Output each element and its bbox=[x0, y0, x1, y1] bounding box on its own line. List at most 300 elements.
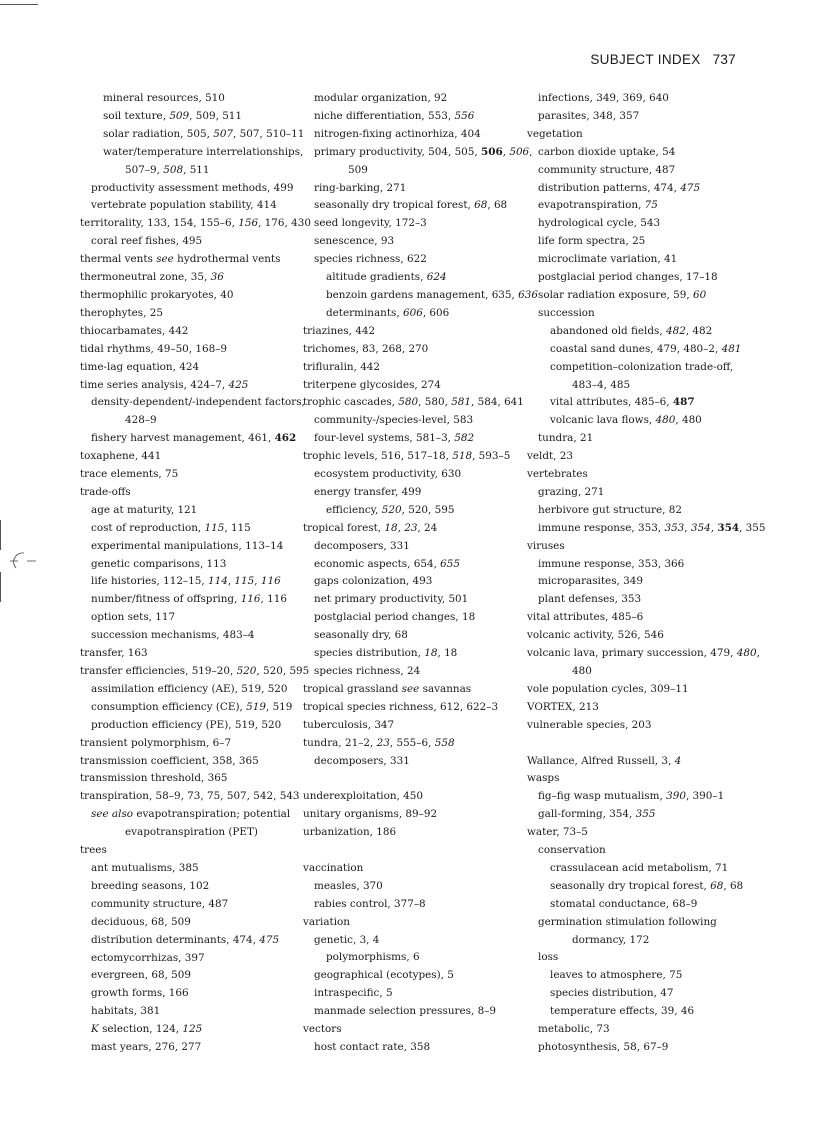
entry-text: 116 bbox=[240, 593, 261, 606]
index-entry bbox=[303, 663, 538, 681]
entry-text: modular organization, 92 bbox=[314, 92, 448, 104]
entry-text: , 520, 595 bbox=[401, 503, 455, 516]
index-entry bbox=[303, 985, 538, 1003]
entry-text: crassulacean acid metabolism, 71 bbox=[550, 861, 729, 874]
index-entry bbox=[303, 645, 538, 663]
index-entry bbox=[527, 538, 766, 556]
index-entry bbox=[80, 108, 311, 126]
entry-text: herbivore gut structure, 82 bbox=[538, 503, 682, 516]
entry-text: rabies control, 377–8 bbox=[314, 897, 426, 910]
index-entry bbox=[527, 305, 766, 323]
index-entry bbox=[303, 180, 538, 198]
crop-mark-left-lower bbox=[0, 572, 1, 602]
entry-text: , bbox=[684, 521, 691, 534]
entry-text: 606 bbox=[402, 306, 423, 319]
entry-text: 425 bbox=[228, 378, 249, 391]
index-entry bbox=[80, 627, 311, 645]
entry-text: 636 bbox=[518, 288, 538, 301]
entry-text: experimental manipulations, 113–14 bbox=[91, 539, 284, 552]
entry-text: volcanic activity, 526, 546 bbox=[527, 629, 664, 642]
entry-text: thiocarbamates, 442 bbox=[80, 324, 189, 337]
index-entry bbox=[80, 466, 311, 484]
index-entry bbox=[527, 502, 766, 520]
entry-text: fishery harvest management, 461, bbox=[91, 432, 275, 445]
entry-text: fig–fig wasp mutualism, bbox=[538, 790, 667, 803]
entry-text: germination stimulation following bbox=[538, 915, 717, 928]
entry-text: tidal rhythms, 49–50, 168–9 bbox=[80, 342, 228, 355]
index-entry bbox=[80, 556, 311, 574]
entry-text: gall-forming, 354, bbox=[538, 808, 636, 821]
entry-text: age at maturity, 121 bbox=[91, 503, 198, 516]
entry-text: microclimate variation, 41 bbox=[538, 253, 678, 266]
entry-text: consumption efficiency (CE), bbox=[91, 700, 247, 713]
entry-text: species distribution, bbox=[314, 647, 425, 660]
index-entry bbox=[527, 609, 766, 627]
entry-text: parasites, 348, 357 bbox=[538, 109, 640, 122]
entry-text: ring-barking, 271 bbox=[314, 181, 407, 194]
entry-text: postglacial period changes, 18 bbox=[314, 611, 476, 624]
entry-text: vole population cycles, 309–11 bbox=[527, 682, 689, 695]
index-entry bbox=[527, 824, 766, 842]
entry-text: deciduous, 68, 509 bbox=[91, 915, 191, 928]
entry-text: vegetation bbox=[527, 127, 583, 140]
entry-text: triterpene glycosides, 274 bbox=[303, 378, 441, 391]
index-entry bbox=[303, 914, 538, 932]
entry-text: 507 bbox=[213, 127, 234, 140]
entry-text: vertebrates bbox=[527, 468, 588, 481]
index-entry bbox=[80, 717, 311, 735]
index-entry bbox=[527, 287, 766, 305]
entry-text: 462 bbox=[274, 432, 297, 445]
index-entry bbox=[80, 162, 311, 180]
entry-text: altitude gradients, bbox=[326, 271, 427, 284]
index-entry bbox=[80, 735, 311, 753]
index-entry bbox=[303, 591, 538, 609]
entry-text: density-dependent/-independent factors, bbox=[91, 396, 305, 409]
entry-text: tundra, 21 bbox=[538, 432, 594, 445]
entry-text: vertebrate population stability, 414 bbox=[91, 199, 277, 212]
index-entry bbox=[527, 770, 766, 788]
index-entry bbox=[303, 323, 538, 341]
entry-text: seed longevity, 172–3 bbox=[314, 217, 427, 230]
entry-text: gaps colonization, 493 bbox=[314, 575, 433, 588]
index-entry bbox=[80, 448, 311, 466]
entry-text: transmission threshold, 365 bbox=[80, 772, 228, 785]
entry-text: determinants, bbox=[326, 306, 403, 319]
section-title: SUBJECT INDEX bbox=[590, 52, 701, 67]
entry-text: 115 bbox=[234, 575, 255, 588]
entry-text: plant defenses, 353 bbox=[538, 593, 642, 606]
entry-text: 509 bbox=[348, 163, 368, 176]
entry-text: economic aspects, 654, bbox=[314, 557, 441, 570]
index-entry bbox=[527, 645, 766, 663]
entry-text: energy transfer, 499 bbox=[314, 485, 422, 498]
index-entry bbox=[303, 484, 538, 502]
entry-text: , 507, 510–11 bbox=[233, 127, 305, 140]
index-entry bbox=[80, 180, 311, 198]
index-entry bbox=[527, 412, 766, 430]
entry-text: succession mechanisms, 483–4 bbox=[91, 629, 255, 642]
index-entry bbox=[303, 162, 538, 180]
crop-mark-top-left bbox=[0, 4, 38, 5]
index-entry bbox=[303, 197, 538, 215]
index-column-1 bbox=[80, 90, 311, 1057]
entry-text: 354 bbox=[717, 521, 740, 534]
index-entry bbox=[527, 377, 766, 395]
index-entry bbox=[80, 806, 311, 824]
entry-text: 353 bbox=[664, 521, 685, 534]
index-entry bbox=[80, 1039, 311, 1057]
entry-text: trifluralin, 442 bbox=[303, 360, 381, 373]
entry-text: host contact rate, 358 bbox=[314, 1041, 431, 1053]
entry-text: , bbox=[710, 521, 718, 534]
entry-text: distribution patterns, 474, bbox=[538, 181, 681, 194]
index-entry bbox=[80, 341, 311, 359]
index-entry bbox=[80, 985, 311, 1003]
entry-text: tropical forest, bbox=[303, 521, 385, 534]
entry-text: trade-offs bbox=[80, 485, 131, 498]
entry-text: habitats, 381 bbox=[91, 1005, 161, 1018]
index-entry bbox=[303, 556, 538, 574]
entry-text: vital attributes, 485–6 bbox=[527, 611, 644, 624]
index-entry bbox=[527, 448, 766, 466]
index-entry bbox=[527, 484, 766, 502]
index-entry bbox=[80, 609, 311, 627]
page-number: 737 bbox=[712, 52, 736, 67]
index-entry bbox=[80, 394, 311, 412]
entry-text: life form spectra, 25 bbox=[538, 235, 646, 248]
index-entry bbox=[527, 842, 766, 860]
entry-text: primary productivity, 504, 505, bbox=[314, 145, 482, 158]
entry-text: volcanic lava, primary succession, 479, bbox=[527, 647, 737, 660]
index-entry bbox=[303, 359, 538, 377]
entry-text: succession bbox=[538, 306, 595, 319]
entry-spacer bbox=[303, 842, 538, 860]
entry-text: evapotranspiration; potential bbox=[133, 808, 291, 821]
index-entry bbox=[527, 788, 766, 806]
index-entry bbox=[80, 430, 311, 448]
entry-text: see bbox=[401, 682, 420, 695]
entry-text: , 24 bbox=[417, 521, 438, 534]
entry-text: 480 bbox=[572, 665, 592, 677]
index-entry bbox=[80, 860, 311, 878]
index-entry bbox=[303, 860, 538, 878]
entry-text: 487 bbox=[672, 396, 695, 409]
index-entry bbox=[527, 985, 766, 1003]
index-entry bbox=[527, 717, 766, 735]
entry-text: variation bbox=[303, 915, 350, 928]
index-entry bbox=[527, 520, 766, 538]
entry-text: , 584, 641 bbox=[471, 396, 524, 409]
entry-text: abandoned old fields, bbox=[550, 324, 666, 337]
index-entry bbox=[303, 126, 538, 144]
index-entry bbox=[303, 412, 538, 430]
entry-text: mast years, 276, 277 bbox=[91, 1041, 202, 1054]
index-entry bbox=[80, 305, 311, 323]
entry-text: , 511 bbox=[183, 163, 210, 176]
entry-text: underexploitation, 450 bbox=[303, 790, 423, 803]
entry-text: dormancy, 172 bbox=[572, 933, 650, 946]
index-column-2 bbox=[303, 90, 538, 1057]
entry-text: transfer efficiencies, 519–20, bbox=[80, 665, 237, 677]
index-entry bbox=[80, 842, 311, 860]
entry-text: polymorphisms, 6 bbox=[326, 951, 420, 964]
entry-text: water/temperature interrelationships, bbox=[103, 145, 304, 158]
index-entry bbox=[80, 573, 311, 591]
entry-text: thermal vents bbox=[80, 253, 157, 266]
index-entry bbox=[527, 1039, 766, 1057]
entry-spacer bbox=[303, 770, 538, 788]
entry-text: trophic levels, 516, 517–18, bbox=[303, 450, 453, 463]
index-entry bbox=[303, 287, 538, 305]
entry-text: , 18 bbox=[437, 647, 458, 660]
entry-text: 23 bbox=[404, 521, 418, 534]
index-entry bbox=[80, 950, 311, 968]
entry-text: stomatal conductance, 68–9 bbox=[550, 897, 698, 910]
index-entry bbox=[80, 878, 311, 896]
entry-text: time-lag equation, 424 bbox=[80, 360, 200, 373]
index-entry bbox=[303, 233, 538, 251]
index-entry bbox=[527, 896, 766, 914]
index-entry bbox=[303, 466, 538, 484]
entry-text: Wallance, Alfred Russell, 3, bbox=[527, 754, 675, 767]
index-entry bbox=[527, 341, 766, 359]
entry-text: decomposers, 331 bbox=[314, 539, 410, 552]
entry-text: volcanic lava flows, bbox=[550, 414, 656, 427]
entry-text: 581 bbox=[451, 396, 472, 409]
entry-text: savannas bbox=[419, 682, 472, 695]
entry-text: 580 bbox=[398, 396, 419, 409]
entry-text: tuberculosis, 347 bbox=[303, 718, 395, 731]
entry-text: 18 bbox=[384, 521, 398, 534]
index-entry bbox=[80, 967, 311, 985]
index-entry bbox=[80, 90, 311, 108]
entry-text: 582 bbox=[454, 432, 475, 445]
entry-text: 480 bbox=[655, 414, 676, 427]
entry-text: ectomycorrhizas, 397 bbox=[91, 951, 205, 964]
index-entry bbox=[80, 197, 311, 215]
index-entry bbox=[303, 949, 538, 967]
index-entry bbox=[527, 753, 766, 771]
index-entry bbox=[303, 1021, 538, 1039]
index-entry bbox=[303, 806, 538, 824]
entry-text: triazines, 442 bbox=[303, 324, 376, 337]
entry-text: 482 bbox=[665, 324, 686, 337]
entry-text: , 593–5 bbox=[472, 450, 511, 463]
entry-text: 655 bbox=[440, 557, 461, 570]
index-entry bbox=[303, 788, 538, 806]
entry-text: microparasites, 349 bbox=[538, 575, 643, 588]
index-entry bbox=[303, 699, 538, 717]
entry-text: temperature effects, 39, 46 bbox=[550, 1005, 695, 1018]
index-entry bbox=[527, 1003, 766, 1021]
index-entry bbox=[527, 323, 766, 341]
entry-text: 520 bbox=[236, 665, 257, 677]
index-entry bbox=[527, 233, 766, 251]
index-entry bbox=[527, 681, 766, 699]
index-entry bbox=[303, 1003, 538, 1021]
entry-text: 125 bbox=[182, 1023, 203, 1036]
entry-text: wasps bbox=[527, 772, 560, 785]
index-entry bbox=[80, 233, 311, 251]
index-entry bbox=[80, 824, 311, 842]
index-entry bbox=[80, 287, 311, 305]
entry-text: 355 bbox=[635, 808, 656, 821]
index-entry bbox=[80, 753, 311, 771]
entry-text: VORTEX, 213 bbox=[527, 700, 599, 713]
entry-text: , 480 bbox=[675, 414, 702, 427]
index-entry bbox=[303, 377, 538, 395]
entry-text: 507–9, bbox=[125, 163, 164, 176]
entry-text: evapotranspiration (PET) bbox=[125, 826, 258, 839]
entry-text: mineral resources, 510 bbox=[103, 92, 225, 104]
entry-text: benzoin gardens management, 635, bbox=[326, 288, 519, 301]
entry-text: , 580, bbox=[418, 396, 452, 409]
index-entry bbox=[80, 484, 311, 502]
entry-text: 518 bbox=[452, 450, 473, 463]
index-entry bbox=[80, 770, 311, 788]
index-entry bbox=[527, 251, 766, 269]
index-entry bbox=[303, 681, 538, 699]
entry-text: competition–colonization trade-off, bbox=[550, 360, 734, 373]
entry-text: grazing, 271 bbox=[538, 485, 605, 498]
entry-spacer bbox=[527, 735, 766, 753]
entry-text: 18 bbox=[424, 647, 438, 660]
entry-text: transpiration, 58–9, 73, 75, 507, 542, 543 bbox=[80, 790, 300, 803]
entry-text: urbanization, 186 bbox=[303, 826, 397, 839]
entry-text: 520 bbox=[381, 503, 402, 516]
entry-text: 68 bbox=[474, 199, 488, 212]
entry-text: solar radiation, 505, bbox=[103, 127, 214, 140]
entry-text: selection, 124, bbox=[98, 1023, 183, 1036]
entry-text: breeding seasons, 102 bbox=[91, 879, 210, 892]
index-entry bbox=[303, 932, 538, 950]
index-entry bbox=[80, 269, 311, 287]
index-entry bbox=[303, 896, 538, 914]
index-column-3 bbox=[527, 90, 766, 1057]
entry-text: , 68 bbox=[723, 879, 744, 892]
entry-text: 475 bbox=[680, 181, 701, 194]
entry-text: coastal sand dunes, 479, 480–2, bbox=[550, 342, 722, 355]
entry-text: postglacial period changes, 17–18 bbox=[538, 271, 718, 284]
index-entry bbox=[80, 520, 311, 538]
entry-text: 390 bbox=[666, 790, 686, 803]
entry-text: 36 bbox=[210, 271, 224, 284]
entry-text: 75 bbox=[644, 199, 658, 212]
entry-text: leaves to atmosphere, 75 bbox=[550, 969, 683, 982]
entry-text: , 390–1 bbox=[685, 790, 725, 803]
entry-text: 60 bbox=[692, 288, 707, 301]
index-entry bbox=[80, 502, 311, 520]
entry-text: , 519 bbox=[265, 700, 293, 713]
index-entry bbox=[527, 878, 766, 896]
entry-text: tropical species richness, 612, 622–3 bbox=[303, 700, 499, 713]
entry-text: intraspecific, 5 bbox=[314, 987, 393, 1000]
entry-text: life histories, 112–15, bbox=[91, 575, 208, 588]
index-entry bbox=[303, 538, 538, 556]
entry-text: nitrogen-fixing actinorhiza, 404 bbox=[314, 127, 481, 140]
entry-text: K bbox=[91, 1023, 99, 1036]
entry-text: 506 bbox=[509, 145, 530, 158]
entry-text: immune response, 353, bbox=[538, 521, 665, 534]
index-entry bbox=[80, 144, 311, 162]
entry-text: measles, 370 bbox=[314, 879, 383, 892]
entry-text: 114 bbox=[207, 575, 228, 588]
index-entry bbox=[527, 162, 766, 180]
entry-text: , bbox=[529, 145, 533, 158]
entry-text: therophytes, 25 bbox=[80, 306, 163, 319]
index-entry bbox=[303, 394, 538, 412]
index-entry bbox=[303, 305, 538, 323]
index-entry bbox=[80, 681, 311, 699]
entry-text: genetic, 3, 4 bbox=[314, 933, 380, 946]
index-entry bbox=[527, 90, 766, 108]
entry-text: , 68 bbox=[487, 199, 508, 212]
index-entry bbox=[303, 573, 538, 591]
index-entry bbox=[80, 538, 311, 556]
entry-text: soil texture, bbox=[103, 109, 170, 122]
entry-text: 483–4, 485 bbox=[572, 378, 631, 391]
entry-text: water, 73–5 bbox=[527, 826, 588, 839]
index-entry bbox=[80, 412, 311, 430]
entry-text: metabolic, 73 bbox=[538, 1023, 610, 1036]
entry-text: , 355 bbox=[739, 521, 766, 534]
index-entry bbox=[527, 806, 766, 824]
index-entry bbox=[303, 108, 538, 126]
index-entry bbox=[303, 878, 538, 896]
entry-text: niche differentiation, 553, bbox=[314, 109, 455, 122]
index-entry bbox=[527, 556, 766, 574]
index-entry bbox=[80, 359, 311, 377]
entry-text: 519 bbox=[246, 700, 266, 713]
index-entry bbox=[303, 269, 538, 287]
index-entry bbox=[80, 914, 311, 932]
index-entry bbox=[527, 394, 766, 412]
index-entry bbox=[303, 627, 538, 645]
entry-text: vulnerable species, 203 bbox=[527, 718, 652, 731]
index-entry bbox=[303, 1039, 538, 1057]
entry-text: solar radiation exposure, 59, bbox=[538, 288, 693, 301]
entry-text: loss bbox=[538, 951, 559, 964]
entry-text: , 509, 511 bbox=[189, 109, 243, 122]
entry-text: growth forms, 166 bbox=[91, 987, 189, 1000]
entry-text: time series analysis, 424–7, bbox=[80, 378, 229, 391]
entry-text: , bbox=[227, 575, 235, 588]
index-entry bbox=[80, 645, 311, 663]
entry-text: , 482 bbox=[685, 324, 713, 337]
entry-text: decomposers, 331 bbox=[314, 754, 410, 767]
entry-text: conservation bbox=[538, 844, 606, 857]
entry-text: , bbox=[756, 647, 760, 660]
index-entry bbox=[527, 627, 766, 645]
index-entry bbox=[303, 967, 538, 985]
entry-text: seasonally dry tropical forest, bbox=[314, 199, 475, 212]
entry-text: 116 bbox=[260, 575, 281, 588]
index-entry bbox=[80, 1003, 311, 1021]
index-entry bbox=[303, 824, 538, 842]
index-entry bbox=[80, 663, 311, 681]
entry-text: vital attributes, 485–6, bbox=[550, 396, 673, 409]
entry-text: genetic comparisons, 113 bbox=[91, 557, 227, 570]
index-entry bbox=[303, 717, 538, 735]
entry-text: 475 bbox=[259, 933, 280, 946]
entry-text: 509 bbox=[169, 109, 190, 122]
index-entry bbox=[80, 591, 311, 609]
entry-text: veldt, 23 bbox=[527, 450, 573, 463]
entry-text: , 116 bbox=[260, 593, 287, 606]
entry-text: 624 bbox=[426, 271, 447, 284]
index-entry bbox=[527, 860, 766, 878]
